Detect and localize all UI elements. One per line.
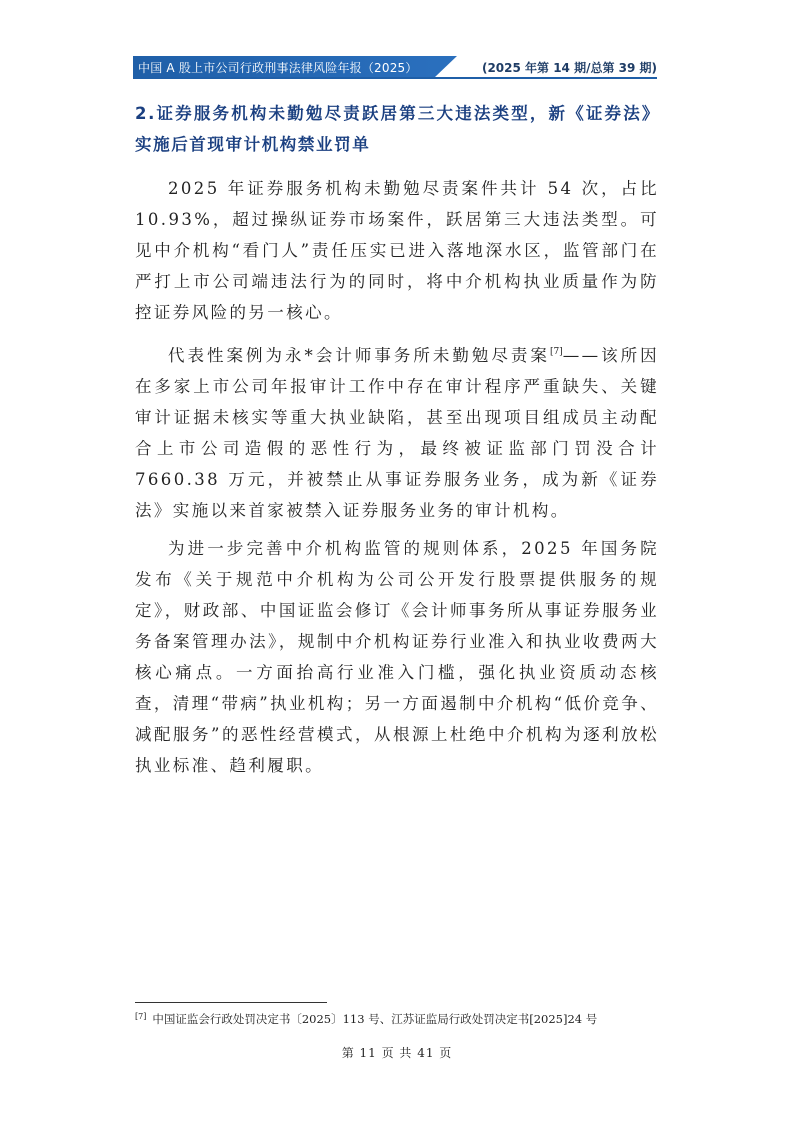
footnote-mark: [7] (135, 1012, 147, 1021)
footnote-divider (135, 1002, 327, 1003)
section-heading: 2.证券服务机构未勤勉尽责跃居第三大违法类型，新《证券法》实施后首现审计机构禁业罚单 (135, 104, 660, 154)
footnote-reference[interactable]: [7] (549, 347, 563, 357)
paragraph-1: 2025 年证券服务机构未勤勉尽责案件共计 54 次，占比 10.93%，超过操纵证券市场案件，跃居第三大违法类型。可见中介机构“看门人”责任压实已进入落地深水区，监管部门在严打上市公司端违法行为的同时，将中介机构执业质量作为防控证券风险的另一核心。 (135, 179, 659, 322)
footnote-text: 中国证监会行政处罚决定书〔2025〕113 号、江苏证监局行政处罚决定书[2025]24 号 (152, 1012, 598, 1026)
paragraph-2-body: ——该所因在多家上市公司年报审计工作中存在审计程序严重缺失、关键审计证据未核实等重大执业缺陷，甚至出现项目组成员主动配合上市公司造假的恶性行为，最终被证监部门罚没合计 7660.38 万元，并被禁止从事证券服务业务，成为新《证券法》实施以来首家被禁入证券服务业务的审计机构。 (135, 346, 660, 520)
paragraph-2-lead: 代表性案例为永*会计师事务所未勤勉尽责案 (168, 346, 550, 365)
paragraph-2 (135, 337, 659, 526)
report-title: 中国 A 股上市公司行政刑事法律风险年报（2025） (138, 61, 418, 75)
paragraph-3: 为进一步完善中介机构监管的规则体系，2025 年国务院发布《关于规范中介机构为公司公开发行股票提供服务的规定》，财政部、中国证监会修订《会计师事务所从事证券服务业务备案管理办法》，规制中介机构证券行业准入和执业收费两大核心痛点。一方面抬高行业准入门槛，强化执业资质动态核查，清理“带病”执业机构；另一方面遏制中介机构“低价竞争、减配服务”的恶性经营模式，从根源上杜绝中介机构为逐利放松执业标准、趋利履职。 (135, 539, 659, 775)
footnote (135, 1011, 597, 1027)
issue-number: (2025 年第 14 期/总第 39 期) (481, 61, 657, 75)
header-rule (133, 77, 657, 79)
page-number: 第 11 页 共 41 页 (341, 1046, 453, 1060)
